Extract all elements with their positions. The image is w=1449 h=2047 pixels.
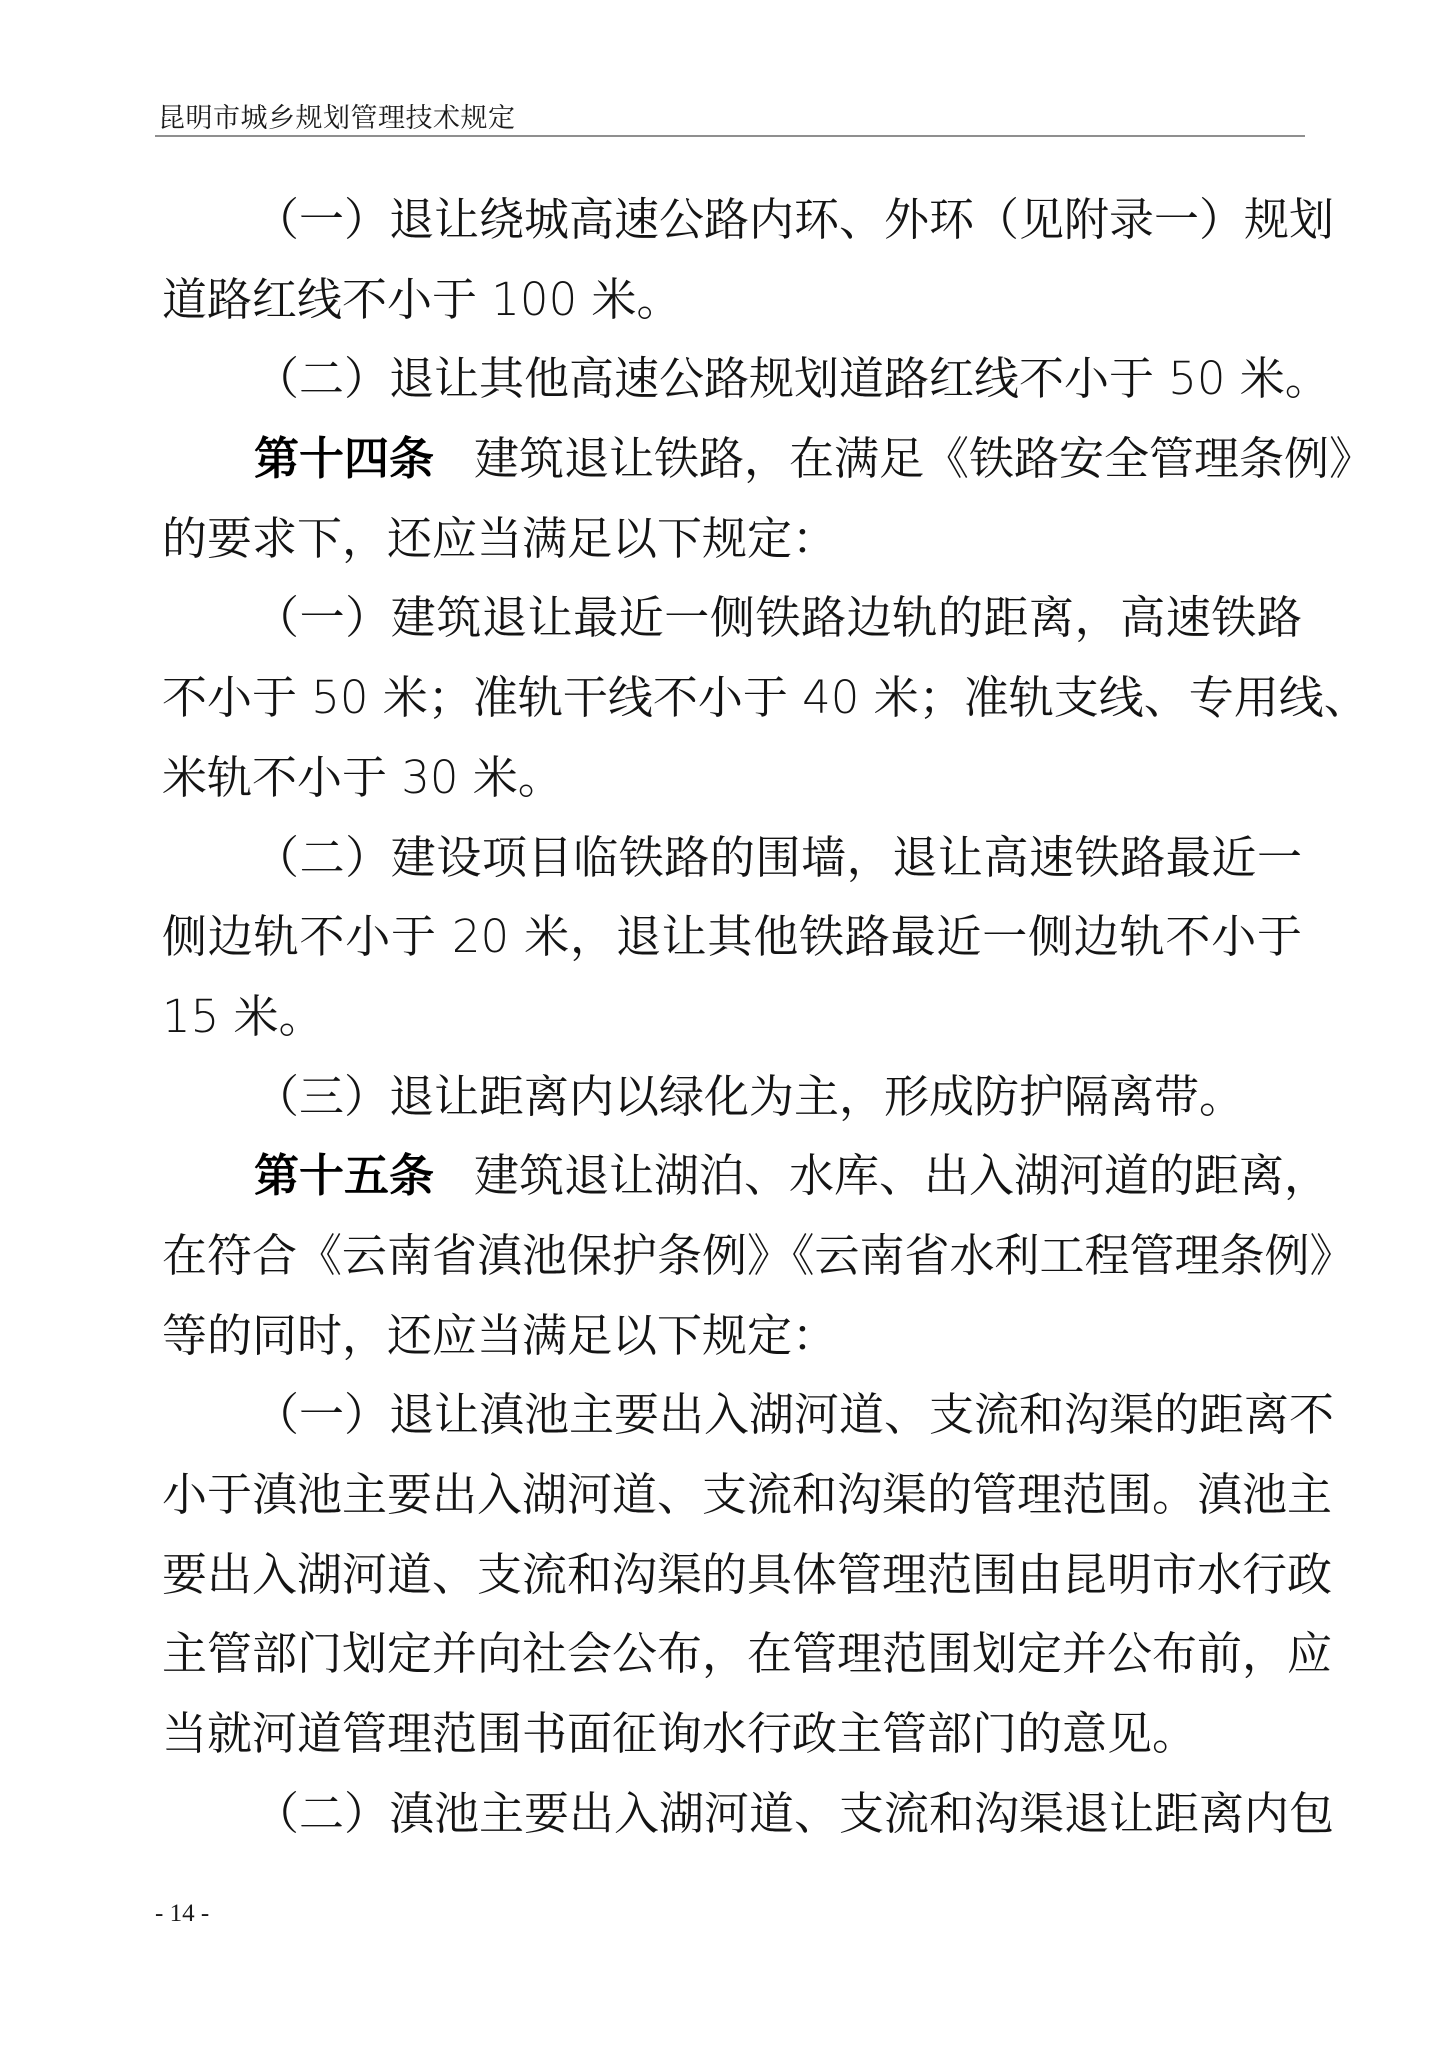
paragraph-line: （一）退让绕城高速公路内环、外环（见附录一）规划 [254,193,1335,246]
article-14-heading-line [162,419,1375,499]
paragraph-line: 15 米。 [162,989,324,1043]
paragraph-line: （二）滇池主要出入湖河道、支流和沟渠退让距离内包 [254,1786,1335,1840]
paragraph-line: 小于滇池主要出入湖河道、支流和沟渠的管理范围。滇池主 [162,1468,1333,1521]
document-running-header: 昆明市城乡规划管理技术规定 [158,103,516,134]
page-number: - 14 - [155,1900,210,1927]
paragraph-line: 道路红线不小于 100 米。 [162,272,682,326]
article-15-heading-line [162,1136,1330,1216]
document-body [162,180,1375,1853]
paragraph-line: 不小于 50 米；准轨干线不小于 40 米；准轨支线、专用线、 [162,671,1369,725]
paragraph-line: 主管部门划定并向社会公布，在管理范围划定并公布前，应 [162,1627,1333,1681]
article-15-text: 建筑退让湖泊、水库、出入湖河道的距离， [474,1149,1330,1203]
paragraph-line: （一）建筑退让最近一侧铁路边轨的距离，高速铁路 [254,591,1302,645]
article-15-title: 第十五条 [254,1149,435,1203]
paragraph-line: 在符合《云南省滇池保护条例》《云南省水利工程管理条例》 [162,1228,1355,1282]
header-divider [155,135,1305,137]
article-14-title: 第十四条 [254,432,435,486]
paragraph-line: 当就河道管理范围书面征询水行政主管部门的意见。 [162,1707,1198,1761]
paragraph-line: （一）退让滇池主要出入湖河道、支流和沟渠的距离不 [254,1388,1335,1442]
paragraph-line: 米轨不小于 30 米。 [162,750,563,804]
paragraph-line: （二）建设项目临铁路的围墙，退让高速铁路最近一 [254,830,1302,884]
paragraph-line: （三）退让距离内以绿化为主，形成防护隔离带。 [254,1069,1245,1123]
paragraph-line: 侧边轨不小于 20 米，退让其他铁路最近一侧边轨不小于 [162,910,1302,964]
paragraph-line: 要出入湖河道、支流和沟渠的具体管理范围由昆明市水行政 [162,1547,1333,1601]
article-14-text: 建筑退让铁路，在满足《铁路安全管理条例》 [474,432,1375,486]
paragraph-line: 的要求下，还应当满足以下规定： [162,511,838,565]
paragraph-line: 等的同时，还应当满足以下规定： [162,1308,838,1362]
paragraph-line: （二）退让其他高速公路规划道路红线不小于 50 米。 [254,352,1330,406]
